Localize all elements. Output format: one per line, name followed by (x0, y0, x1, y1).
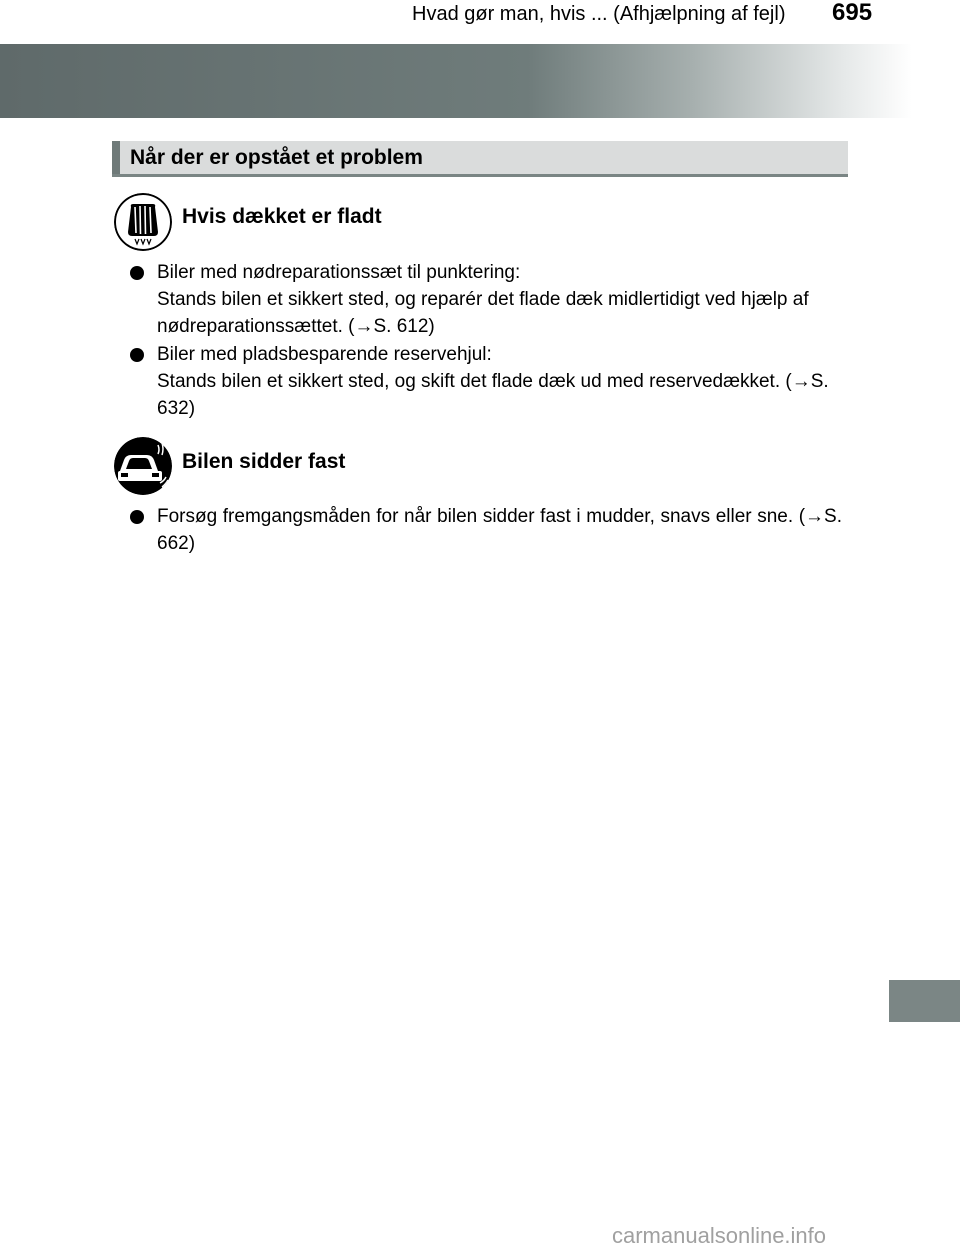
bullet-lead: Forsøg fremgangsmåden for når bilen sidder fast i mudder, snavs eller sne. (→S. 662) (157, 506, 842, 554)
bullet-lead: Biler med pladsbesparende reservehjul: (157, 344, 492, 365)
bullet-dot (130, 266, 144, 280)
bullet-body: Stands bilen et sikkert sted, og skift det flade dæk ud med reservedækket. (→S. 632) (157, 371, 829, 419)
stuck-car-icon (114, 437, 172, 495)
chapter-side-tab (889, 980, 960, 1022)
bullet-dot (130, 348, 144, 362)
subsection-heading-stuck-car: Bilen sidder fast (182, 450, 346, 473)
list-item (130, 259, 842, 340)
list-item (130, 341, 842, 422)
bullet-body: Stands bilen et sikkert sted, og reparér det flade dæk midlertidigt ved hjælp af nødreparationssættet. (→S. 612) (157, 289, 809, 337)
watermark: carmanualsonline.info (612, 1223, 827, 1248)
subsection-heading-flat-tire: Hvis dækket er fladt (182, 205, 382, 228)
bullet-lead: Biler med nødreparationssæt til punktering: (157, 262, 521, 283)
section-title: Når der er opstået et problem (130, 146, 423, 169)
header-banner (0, 44, 960, 118)
list-item (130, 503, 842, 557)
bullet-dot (130, 510, 144, 524)
running-header-title: Hvad gør man, hvis ... (Afhjælpning af fejl) (412, 3, 786, 25)
flat-tire-icon (114, 193, 172, 251)
section-accent (112, 141, 120, 174)
section-header-bar (112, 141, 848, 177)
page-number: 695 (832, 0, 873, 26)
